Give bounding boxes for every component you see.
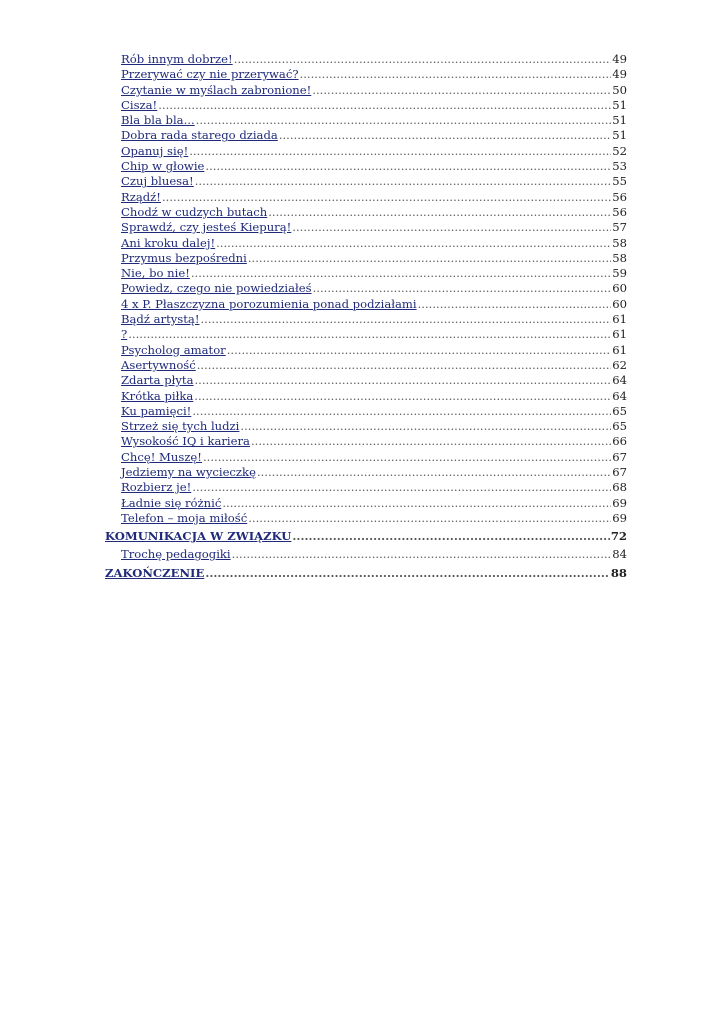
dot-leader	[128, 327, 611, 342]
toc-section-entry[interactable]	[105, 404, 627, 419]
dot-leader	[222, 496, 611, 511]
toc-page-number: 69	[612, 495, 627, 510]
toc-entry-link[interactable]: Rządź!	[121, 189, 161, 204]
toc-section-entry[interactable]	[105, 480, 627, 495]
toc-page-number: 69	[612, 510, 627, 525]
toc-section-entry[interactable]	[105, 343, 627, 358]
toc-section-entry[interactable]	[105, 113, 627, 128]
toc-page-number: 49	[612, 67, 627, 82]
toc-entry-link[interactable]: Chip w głowie	[121, 159, 205, 174]
toc-page-number: 72	[610, 529, 627, 544]
toc-chapter-entry[interactable]	[105, 563, 627, 584]
toc-page-number: 88	[610, 565, 627, 580]
toc-entry-link[interactable]: Ładnie się różnić	[121, 495, 222, 510]
toc-entry-link[interactable]: KOMUNIKACJA W ZWIĄZKU	[105, 529, 292, 544]
toc-entry-link[interactable]: Krótka piłka	[121, 388, 194, 403]
toc-section-entry[interactable]	[105, 511, 627, 526]
toc-entry-link[interactable]: ZAKOŃCZENIE	[105, 565, 205, 580]
dot-leader	[191, 266, 611, 281]
toc-section-entry[interactable]	[105, 159, 627, 174]
toc-section-entry[interactable]	[105, 205, 627, 220]
dot-leader	[216, 236, 611, 251]
toc-page-number: 64	[612, 388, 627, 403]
dot-leader	[251, 434, 611, 449]
toc-page-number: 51	[612, 128, 627, 143]
toc-page-number: 61	[612, 342, 627, 357]
toc-section-entry[interactable]	[105, 496, 627, 511]
toc-page-number: 60	[612, 296, 627, 311]
toc-entry-link[interactable]: Czytanie w myślach zabronione!	[121, 82, 312, 97]
dot-leader	[196, 113, 612, 128]
dot-leader	[312, 83, 611, 98]
dot-leader	[300, 67, 612, 82]
toc-section-entry[interactable]	[105, 52, 627, 67]
toc-section-entry[interactable]	[105, 389, 627, 404]
toc-page-number: 67	[612, 465, 627, 480]
dot-leader	[257, 465, 611, 480]
toc-page-number: 66	[612, 434, 627, 449]
dot-leader	[194, 389, 611, 404]
dot-leader	[201, 312, 612, 327]
dot-leader	[248, 251, 611, 266]
toc-entry-link[interactable]: Strzeż się tych ludzi	[121, 419, 240, 434]
toc-section-entry[interactable]	[105, 327, 627, 342]
dot-leader	[197, 358, 611, 373]
dot-leader	[192, 404, 611, 419]
dot-leader	[189, 144, 611, 159]
dot-leader	[418, 297, 612, 312]
toc-page-number: 61	[612, 327, 627, 342]
toc-section-entry[interactable]	[105, 251, 627, 266]
toc-section-entry[interactable]	[105, 547, 627, 562]
toc-page-number: 62	[612, 357, 627, 372]
toc-page-number: 56	[612, 189, 627, 204]
toc-section-entry[interactable]	[105, 67, 627, 82]
toc-page-number: 84	[612, 547, 627, 562]
dot-leader	[234, 52, 612, 67]
toc-page-number: 55	[612, 174, 627, 189]
dot-leader	[232, 547, 612, 562]
toc-section-entry[interactable]	[105, 434, 627, 449]
toc-page-number: 59	[612, 266, 627, 281]
toc-entry-link[interactable]: Chcę! Muszę!	[121, 449, 202, 464]
toc-page-number: 50	[612, 82, 627, 97]
toc-entry-link[interactable]: Cisza!	[121, 97, 158, 112]
toc-entry-link[interactable]: ?	[121, 327, 128, 342]
toc-page-number: 68	[612, 480, 627, 495]
toc-entry-link[interactable]: Rób innym dobrze!	[121, 52, 233, 66]
toc-entry-link[interactable]: 4 x P. Płaszczyzna porozumienia ponad podziałami	[121, 296, 417, 311]
dot-leader	[162, 190, 611, 205]
toc-entry-link[interactable]: Jedziemy na wycieczkę	[121, 465, 256, 480]
toc-page-number: 58	[612, 235, 627, 250]
toc-page-number: 57	[612, 220, 627, 235]
toc-page-number: 61	[612, 312, 627, 327]
dot-leader	[227, 343, 612, 358]
dot-leader	[313, 281, 612, 296]
toc-section-entry[interactable]	[105, 83, 627, 98]
toc-section-entry[interactable]	[105, 236, 627, 251]
toc-section-entry[interactable]	[105, 465, 627, 480]
toc-entry-link[interactable]: Psycholog amator	[121, 342, 226, 357]
toc-entry-link[interactable]: Przerywać czy nie przerywać?	[121, 67, 299, 82]
toc-entry-link[interactable]: Opanuj się!	[121, 143, 189, 158]
toc-entry-link[interactable]: Powiedz, czego nie powiedziałeś	[121, 281, 312, 296]
toc-page-number: 65	[612, 403, 627, 418]
toc-entry-link[interactable]: Dobra rada starego dziada	[121, 128, 278, 143]
toc-page-number: 51	[612, 97, 627, 112]
toc-entry-link[interactable]: Nie, bo nie!	[121, 266, 190, 281]
toc-entry-link[interactable]: Ku pamięci!	[121, 403, 192, 418]
toc-entry-link[interactable]: Przymus bezpośredni	[121, 250, 247, 265]
toc-page-number: 67	[612, 449, 627, 464]
dot-leader	[292, 526, 609, 547]
toc-entry-link[interactable]: Sprawdź, czy jesteś Kiepurą!	[121, 220, 292, 235]
toc-entry-link[interactable]: Ani kroku dalej!	[121, 235, 216, 250]
dot-leader	[203, 450, 611, 465]
toc-entry-link[interactable]: Asertywność	[121, 357, 196, 372]
dot-leader	[195, 373, 612, 388]
toc-page-number: 64	[612, 373, 627, 388]
dot-leader	[205, 159, 611, 174]
toc-section-entry[interactable]	[105, 98, 627, 113]
toc-section-entry[interactable]	[105, 266, 627, 281]
toc-entry-link[interactable]: Bla bla bla...	[121, 113, 195, 128]
toc-section-entry[interactable]	[105, 358, 627, 373]
toc-entry-link[interactable]: Telefon – moja miłość	[121, 510, 248, 525]
toc-page-number: 53	[612, 159, 627, 174]
toc-section-entry[interactable]	[105, 144, 627, 159]
dot-leader	[195, 174, 612, 189]
toc-chapter-entry[interactable]	[105, 526, 627, 547]
dot-leader	[240, 419, 611, 434]
dot-leader	[248, 511, 611, 526]
dot-leader	[279, 128, 611, 143]
toc-page-number: 52	[612, 143, 627, 158]
toc-page-number: 56	[612, 204, 627, 219]
toc-section-entry[interactable]	[105, 220, 627, 235]
toc-entry-link[interactable]: Rozbierz je!	[121, 480, 192, 495]
toc-section-entry[interactable]	[105, 128, 627, 143]
toc-entry-link[interactable]: Bądź artystą!	[121, 312, 200, 327]
dot-leader	[268, 205, 611, 220]
dot-leader	[292, 220, 611, 235]
dot-leader	[205, 563, 610, 584]
toc-entry-link[interactable]: Zdarta płyta	[121, 373, 194, 388]
toc-entry-link[interactable]: Czuj bluesa!	[121, 174, 194, 189]
toc-section-entry[interactable]	[105, 281, 627, 296]
toc-section-entry[interactable]	[105, 419, 627, 434]
dot-leader	[158, 98, 611, 113]
toc-entry-link[interactable]: Trochę pedagogiki	[121, 547, 231, 562]
toc-section-entry[interactable]	[105, 373, 627, 388]
toc-page-number: 58	[612, 250, 627, 265]
toc-page-number: 49	[612, 52, 627, 66]
toc-page-number: 65	[612, 419, 627, 434]
toc-page-number: 60	[612, 281, 627, 296]
toc-section-entry[interactable]	[105, 450, 627, 465]
toc-section-entry[interactable]	[105, 297, 627, 312]
dot-leader	[192, 480, 611, 495]
toc-entry-link[interactable]: Wysokość IQ i kariera	[121, 434, 250, 449]
toc-entry-link[interactable]: Chodź w cudzych butach	[121, 204, 268, 219]
toc-section-entry[interactable]	[105, 174, 627, 189]
toc-section-entry[interactable]	[105, 312, 627, 327]
table-of-contents	[105, 52, 627, 584]
toc-page-number: 51	[612, 113, 627, 128]
toc-section-entry[interactable]	[105, 190, 627, 205]
